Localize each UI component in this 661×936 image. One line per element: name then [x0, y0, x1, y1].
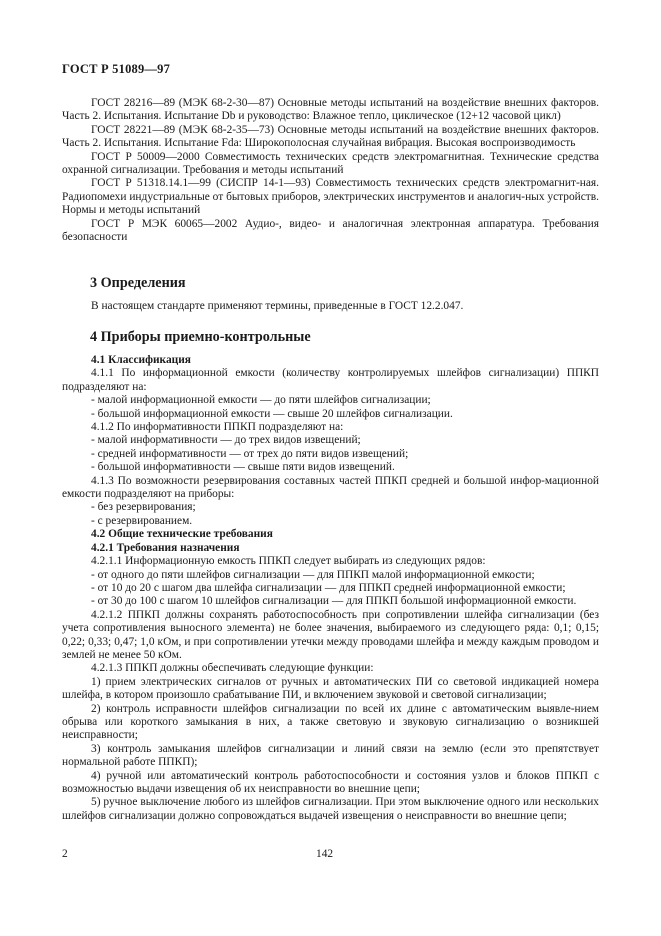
section-3-text: В настоящем стандарте применяют термины, приведенные в ГОСТ 12.2.047.: [91, 300, 464, 312]
paragraph: - большой информационной емкости — свыше 20 шлейфов сигнализации.: [91, 407, 453, 420]
reference-item: ГОСТ 28216—89 (МЭК 68-2-30—87) Основные методы испытаний на воздействие внешних факторов. Часть 2. Испытания. Испытание Db и руководство: Влажное тепло, циклическое (12+12 часовой цикл): [62, 97, 599, 123]
subsection-heading: 4.1 Классификация: [91, 354, 191, 366]
subsection-heading: 4.2 Общие технические требования: [91, 528, 273, 541]
paragraph: - от 30 до 100 с шагом 10 шлейфов сигнализации — для ППКП большой информационной емкости.: [91, 595, 577, 608]
section-3-body: [62, 300, 599, 313]
reference-item: ГОСТ Р 50009—2000 Совместимость технических средств электромагнитная. Технические средства охранной сигнализации. Требования и методы испытаний: [62, 150, 599, 177]
paragraph: 3) контроль замыкания шлейфов сигнализации и линий связи на землю (если это препятствует нормальной работе ППКП);: [62, 742, 599, 769]
subsection-heading: 4.2.1 Требования назначения: [91, 541, 240, 554]
reference-item: ГОСТ Р 51318.14.1—99 (СИСПР 14-1—93) Совместимость технических средств электромагнит-ная. Радиопомехи индустриальные от бытовых приборов, электрических инструментов и аналогич-ных устройств. Нормы и методы испытаний: [62, 177, 599, 217]
paragraph: 2) контроль исправности шлейфов сигнализации по всей их длине с автоматическим выявле-нием обрыва или короткого замыкания в них, а также световую и звуковую сигнализацию о возникшей неисправности;: [62, 702, 599, 742]
references-list: [62, 97, 599, 244]
paragraph: 4.1.1 По информационной емкости (количеству контролируемых шлейфов сигнализации) ППКП подразделяют на:: [62, 367, 599, 393]
paragraph: - от 10 до 20 с шагом два шлейфа сигнализации — для ППКП средней информационной емкости;: [91, 581, 566, 594]
section-3-heading: 3 Определения: [90, 275, 186, 291]
paragraph: - малой информативности — до трех видов извещений;: [91, 434, 361, 447]
paragraph: - малой информационной емкости — до пяти шлейфов сигнализации;: [91, 394, 431, 407]
page-number-left: 2: [62, 848, 68, 860]
reference-item: ГОСТ 28221—89 (МЭК 68-2-35—73) Основные методы испытаний на воздействие внешних факторов. Часть 2. Испытания. Испытание Fda: Широкополосная случайная вибрация. Высокая воспроизводимость: [62, 123, 599, 150]
document-header: ГОСТ Р 51089—97: [62, 62, 171, 76]
paragraph: 4.1.3 По возможности резервирования составных частей ППКП средней и большой инфор-мационной емкости подразделяют на приборы:: [62, 474, 599, 501]
paragraph: 5) ручное выключение любого из шлейфов сигнализации. При этом выключение одного или нескольких шлейфов сигнализации должно сопровождаться выдачей извещения о неисправности во внешние цепи;: [62, 796, 599, 822]
section-4-body: [62, 354, 599, 823]
paragraph: 4) ручной или автоматический контроль работоспособности и состояния узлов и блоков ППКП с возможностью выдачи извещения об их неисправности во внешние цепи;: [62, 769, 599, 795]
paragraph: 4.2.1.1 Информационную емкость ППКП следует выбирать из следующих рядов:: [91, 555, 486, 568]
section-4-heading: 4 Приборы приемно-контрольные: [90, 329, 311, 345]
paragraph: 4.2.1.2 ППКП должны сохранять работоспособность при сопротивлении шлейфа сигнализации (без учета сопротивления выносного элемента) не более значения, выбираемого из следующего ряда: 0,1; 0,15; 0,22; 0,33; 0,47; 1,0 кОм, и при сопротивлении утечки между проводами шлейфа и между каждым проводом и землей не менее 50 кОм.: [62, 608, 599, 661]
paragraph: - от одного до пяти шлейфов сигнализации — для ППКП малой информационной емкости;: [91, 568, 535, 581]
reference-item: ГОСТ Р МЭК 60065—2002 Аудио-, видео- и аналогичная электронная аппаратура. Требования безопасности: [62, 217, 599, 244]
paragraph: 4.2.1.3 ППКП должны обеспечивать следующие функции:: [91, 662, 374, 675]
page-number-center: 142: [316, 848, 334, 860]
paragraph: 4.1.2 По информативности ППКП подразделяют на:: [91, 421, 344, 434]
paragraph: - без резервирования;: [91, 501, 196, 514]
paragraph: - с резервированием.: [91, 514, 193, 527]
paragraph: 1) прием электрических сигналов от ручных и автоматических ПИ со световой индикацией номера шлейфа, в котором произошло срабатывание ПИ, и включением звуковой и световой сигнализации;: [62, 675, 599, 702]
paragraph: - средней информативности — от трех до пяти видов извещений;: [91, 447, 409, 460]
paragraph: - большой информативности — свыше пяти видов извещений.: [91, 461, 395, 474]
